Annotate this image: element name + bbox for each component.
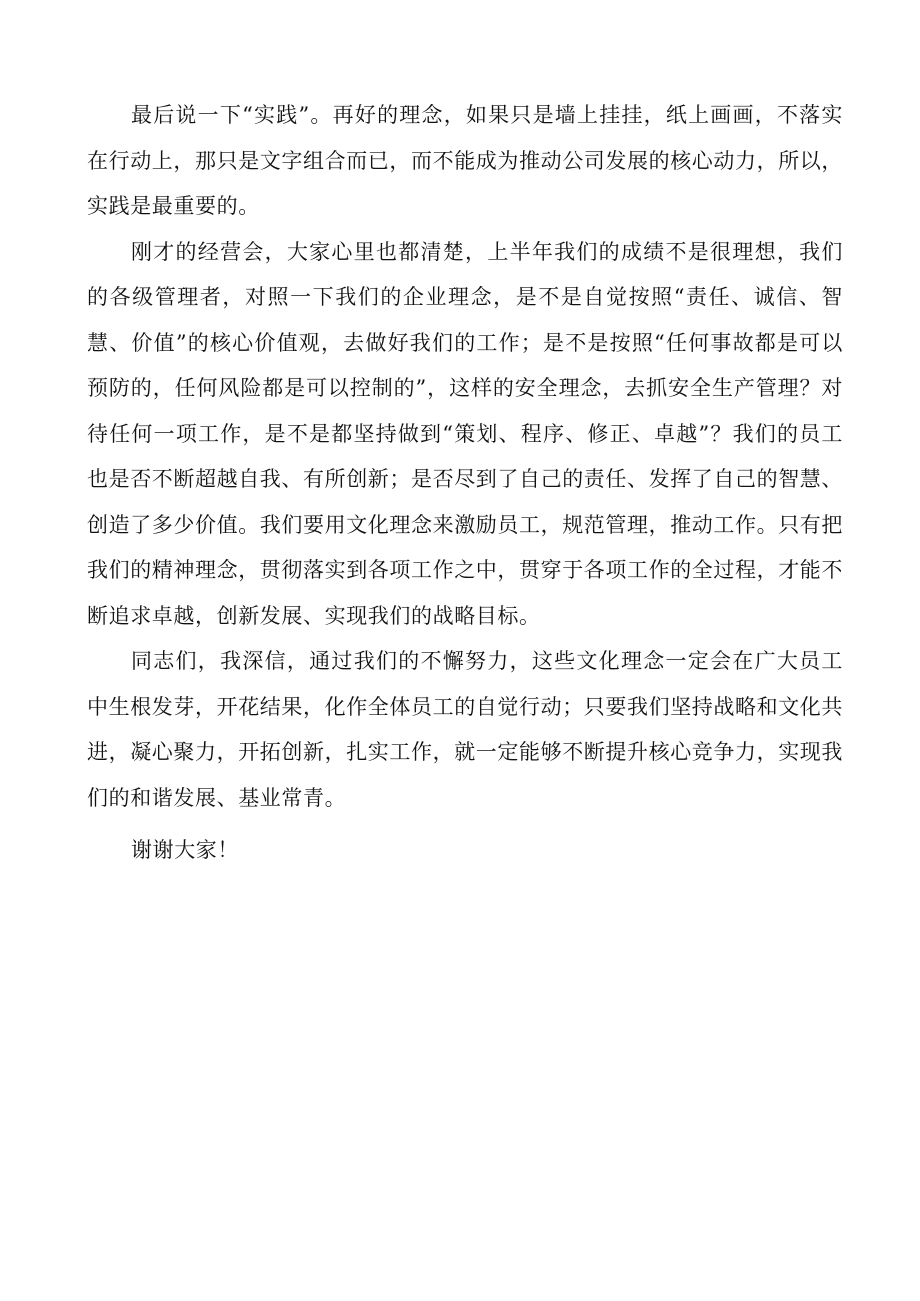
- document-body: [87, 93, 843, 874]
- paragraph-comrades: 同志们，我深信，通过我们的不懈努力，这些文化理念一定会在广大员工中生根发芽，开花结果，化作全体员工的自觉行动；只要我们坚持战略和文化共进，凝心聚力，开拓创新，扎实工作，就一定能够不断提升核心竞争力，实现我们的和谐发展、基业常青。: [87, 649, 843, 810]
- paragraph-practice: 最后说一下“实践”。再好的理念，如果只是墙上挂挂，纸上画画，不落实在行动上，那只是文字组合而已，而不能成为推动公司发展的核心动力，所以，实践是最重要的。: [87, 103, 843, 218]
- closing-thanks: 谢谢大家！: [131, 838, 239, 862]
- paragraph-business-meeting: 刚才的经营会，大家心里也都清楚，上半年我们的成绩不是很理想，我们的各级管理者，对照一下我们的企业理念，是不是自觉按照“责任、诚信、智慧、价值”的核心价值观，去做好我们的工作；是不是按照“任何事故都是可以预防的，任何风险都是可以控制的”，这样的安全理念，去抓安全生产管理？对待任何一项工作，是不是都坚持做到“策划、程序、修正、卓越”？我们的员工也是否不断超越自我、有所创新；是否尽到了自己的责任、发挥了自己的智慧、创造了多少价值。我们要用文化理念来激励员工，规范管理，推动工作。只有把我们的精神理念，贯彻落实到各项工作之中，贯穿于各项工作的全过程，才能不断追求卓越，创新发展、实现我们的战略目标。: [87, 239, 843, 628]
